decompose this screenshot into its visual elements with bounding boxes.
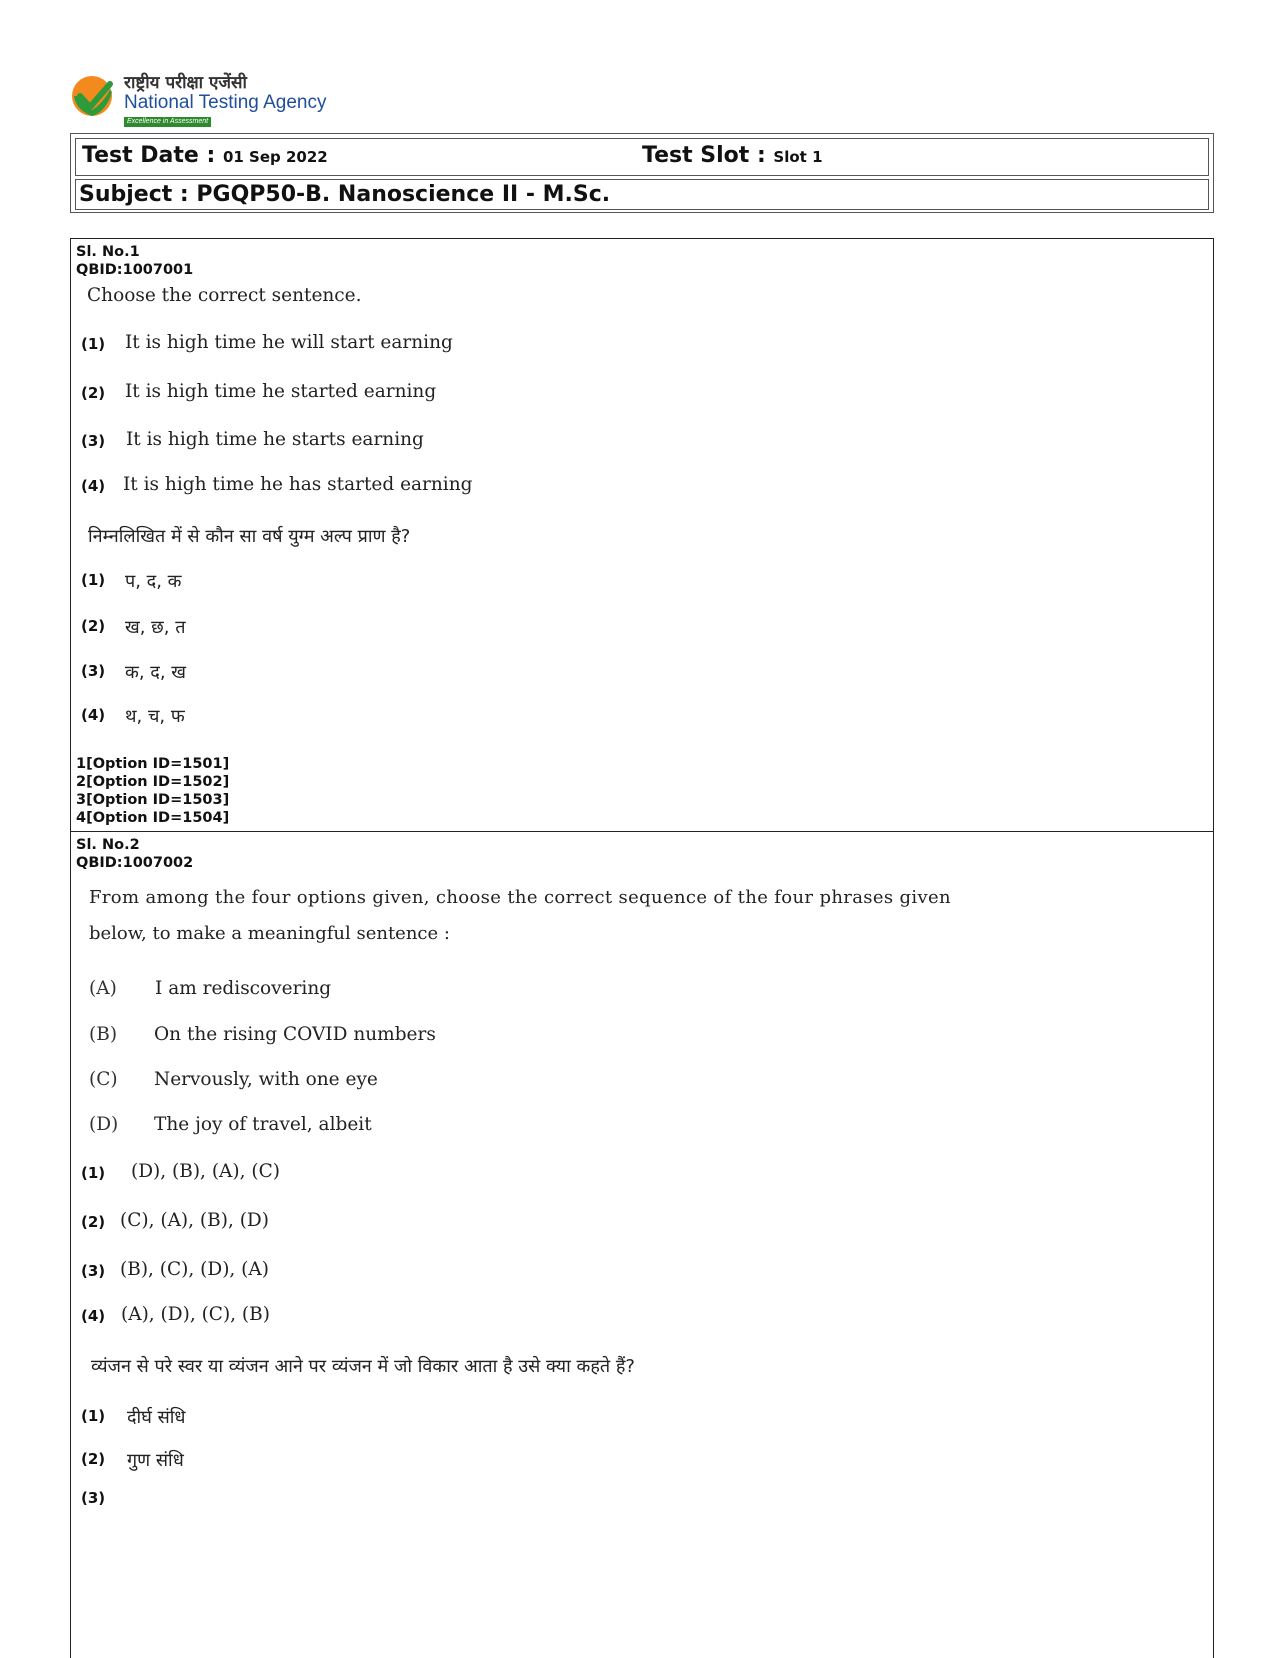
q2-en-option-text: (A), (D), (C), (B) <box>121 1304 270 1325</box>
logo-hindi-name: राष्ट्रीय परीक्षा एजेंसी <box>124 73 247 93</box>
nta-logo <box>70 70 360 126</box>
logo-tagline: Excellence in Assessment <box>124 117 211 127</box>
test-date-value: 01 Sep 2022 <box>222 148 328 166</box>
test-date-slot-row <box>75 138 1209 176</box>
question-2-english-text-line1: From among the four options given, choose the correct sequence of the four phrases given <box>89 887 951 908</box>
test-date-label: Test Date : <box>82 143 216 168</box>
q1-en-option-number: (4) <box>81 477 106 495</box>
q2-en-option-text: (D), (B), (A), (C) <box>131 1161 280 1182</box>
option-id: 3[Option ID=1503] <box>76 792 230 808</box>
q1-hi-option-text: थ, च, फ <box>125 706 185 727</box>
q2-hi-option-number: (3) <box>81 1489 106 1507</box>
q2-hi-option-number: (1) <box>81 1407 106 1425</box>
q2-en-option-number: (4) <box>81 1307 106 1325</box>
question-list <box>70 238 1214 1658</box>
phrase-text: Nervously, with one eye <box>154 1069 378 1090</box>
q2-hi-option-number: (2) <box>81 1450 106 1468</box>
q1-en-option-number: (3) <box>81 432 106 450</box>
test-date <box>82 143 328 168</box>
q2-hi-option-text: गुण संधि <box>127 1450 184 1471</box>
q2-en-option-number: (2) <box>81 1213 106 1231</box>
q1-hi-option-number: (2) <box>81 617 106 635</box>
nta-check-logo-icon <box>70 74 114 118</box>
q1-hi-option-number: (4) <box>81 706 106 724</box>
q1-en-option-number: (2) <box>81 384 106 402</box>
phrase-text: The joy of travel, albeit <box>154 1114 372 1135</box>
q1-hi-option-number: (1) <box>81 571 106 589</box>
question-1-english-text: Choose the correct sentence. <box>87 285 362 306</box>
test-header <box>70 133 1214 213</box>
question-2-qbid: QBID:1007002 <box>76 855 194 871</box>
q2-en-option-number: (3) <box>81 1262 106 1280</box>
q1-en-option-text: It is high time he will start earning <box>125 332 453 353</box>
q2-en-option-text: (B), (C), (D), (A) <box>120 1259 269 1280</box>
q1-hi-option-number: (3) <box>81 662 106 680</box>
q2-en-option-number: (1) <box>81 1164 106 1182</box>
q2-hi-option-text: दीर्घ संधि <box>127 1407 186 1428</box>
q2-en-option-text: (C), (A), (B), (D) <box>120 1210 269 1231</box>
test-slot-label: Test Slot : <box>642 143 766 168</box>
question-1-hindi-text: निम्नलिखित में से कौन सा वर्ष युग्म अल्प प्राण है? <box>88 526 411 547</box>
q1-hi-option-text: ख, छ, त <box>125 617 186 638</box>
question-1-slno: Sl. No.1 <box>76 244 140 260</box>
phrase-label: (B) <box>89 1024 118 1045</box>
question-divider <box>71 831 1213 832</box>
q1-en-option-text: It is high time he has started earning <box>123 474 473 495</box>
phrase-label: (A) <box>89 978 117 999</box>
logo-english-name: National Testing Agency <box>124 92 327 113</box>
q1-en-option-text: It is high time he starts earning <box>126 429 424 450</box>
phrase-text: On the rising COVID numbers <box>154 1024 436 1045</box>
question-2-english-text-line2: below, to make a meaningful sentence : <box>89 923 450 944</box>
phrase-text: I am rediscovering <box>155 978 332 999</box>
test-slot <box>642 143 823 168</box>
question-1-qbid: QBID:1007001 <box>76 262 194 278</box>
option-id: 4[Option ID=1504] <box>76 810 230 826</box>
phrase-label: (C) <box>89 1069 118 1090</box>
phrase-label: (D) <box>89 1114 119 1135</box>
option-id: 1[Option ID=1501] <box>76 756 230 772</box>
question-2-hindi-text: व्यंजन से परे स्वर या व्यंजन आने पर व्यंजन में जो विकार आता है उसे क्या कहते हैं? <box>91 1356 635 1377</box>
q1-hi-option-text: क, द, ख <box>125 662 186 683</box>
q1-en-option-number: (1) <box>81 335 106 353</box>
option-id: 2[Option ID=1502] <box>76 774 230 790</box>
question-2-slno: Sl. No.2 <box>76 837 140 853</box>
subject-row <box>75 179 1209 210</box>
q1-en-option-text: It is high time he started earning <box>125 381 437 402</box>
q1-hi-option-text: प, द, क <box>125 571 182 592</box>
test-slot-value: Slot 1 <box>773 148 823 166</box>
subject-title: Subject : PGQP50-B. Nanoscience II - M.Sc. <box>79 182 611 207</box>
